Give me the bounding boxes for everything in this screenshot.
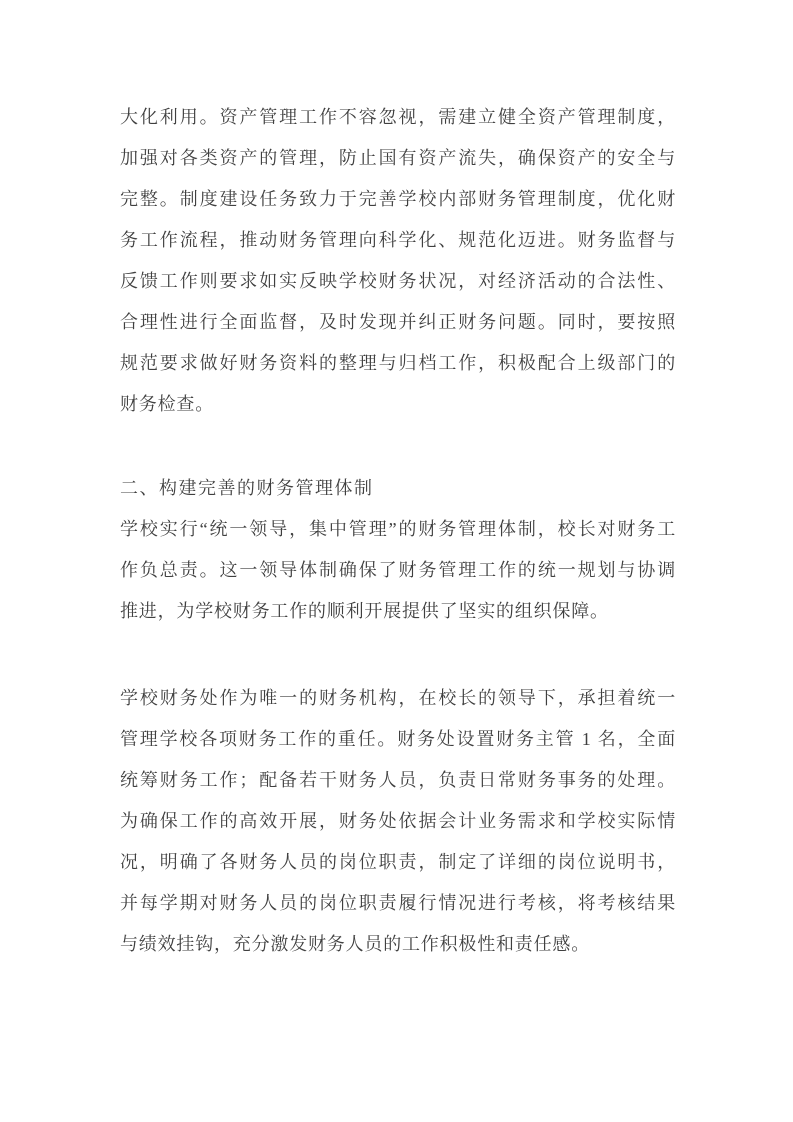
- text-line: 财务检查。: [120, 394, 214, 414]
- text-line: 管理学校各项财务工作的重任。财务处设置财务主管 1 名，全面: [120, 729, 676, 749]
- paragraph-finance-office: [120, 678, 676, 965]
- text-line: 加强对各类资产的管理，防止国有资产流失，确保资产的安全与: [120, 148, 676, 168]
- text-line: 况，明确了各财务人员的岗位职责，制定了详细的岗位说明书，: [120, 852, 676, 872]
- text-line: 合理性进行全面监督，及时发现并纠正财务问题。同时，要按照: [120, 312, 676, 332]
- text-line: 并每学期对财务人员的岗位职责履行情况进行考核，将考核结果: [120, 893, 676, 913]
- text-line: 反馈工作则要求如实反映学校财务状况，对经济活动的合法性、: [120, 271, 676, 291]
- paragraph-management-system: [120, 509, 676, 632]
- text-line: 为确保工作的高效开展，财务处依据会计业务需求和学校实际情: [120, 811, 676, 831]
- text-line: 作负总责。这一领导体制确保了财务管理工作的统一规划与协调: [120, 560, 676, 580]
- text-line: 务工作流程，推动财务管理向科学化、规范化迈进。财务监督与: [120, 230, 676, 250]
- text-line: 完整。制度建设任务致力于完善学校内部财务管理制度，优化财: [120, 189, 676, 209]
- text-line: 与绩效挂钩，充分激发财务人员的工作积极性和责任感。: [120, 934, 590, 954]
- text-line: 学校财务处作为唯一的财务机构，在校长的领导下，承担着统一: [120, 688, 676, 708]
- text-line: 统筹财务工作；配备若干财务人员，负责日常财务事务的处理。: [120, 770, 676, 790]
- text-line: 推进，为学校财务工作的顺利开展提供了坚实的组织保障。: [120, 601, 609, 621]
- text-line: 规范要求做好财务资料的整理与归档工作，积极配合上级部门的: [120, 353, 676, 373]
- text-line: 学校实行“统一领导，集中管理”的财务管理体制，校长对财务工: [120, 519, 676, 539]
- section-heading: 二、构建完善的财务管理体制: [120, 478, 374, 498]
- text-line: 大化利用。资产管理工作不容忽视，需建立健全资产管理制度，: [120, 107, 676, 127]
- paragraph-financial-tasks: [120, 97, 676, 425]
